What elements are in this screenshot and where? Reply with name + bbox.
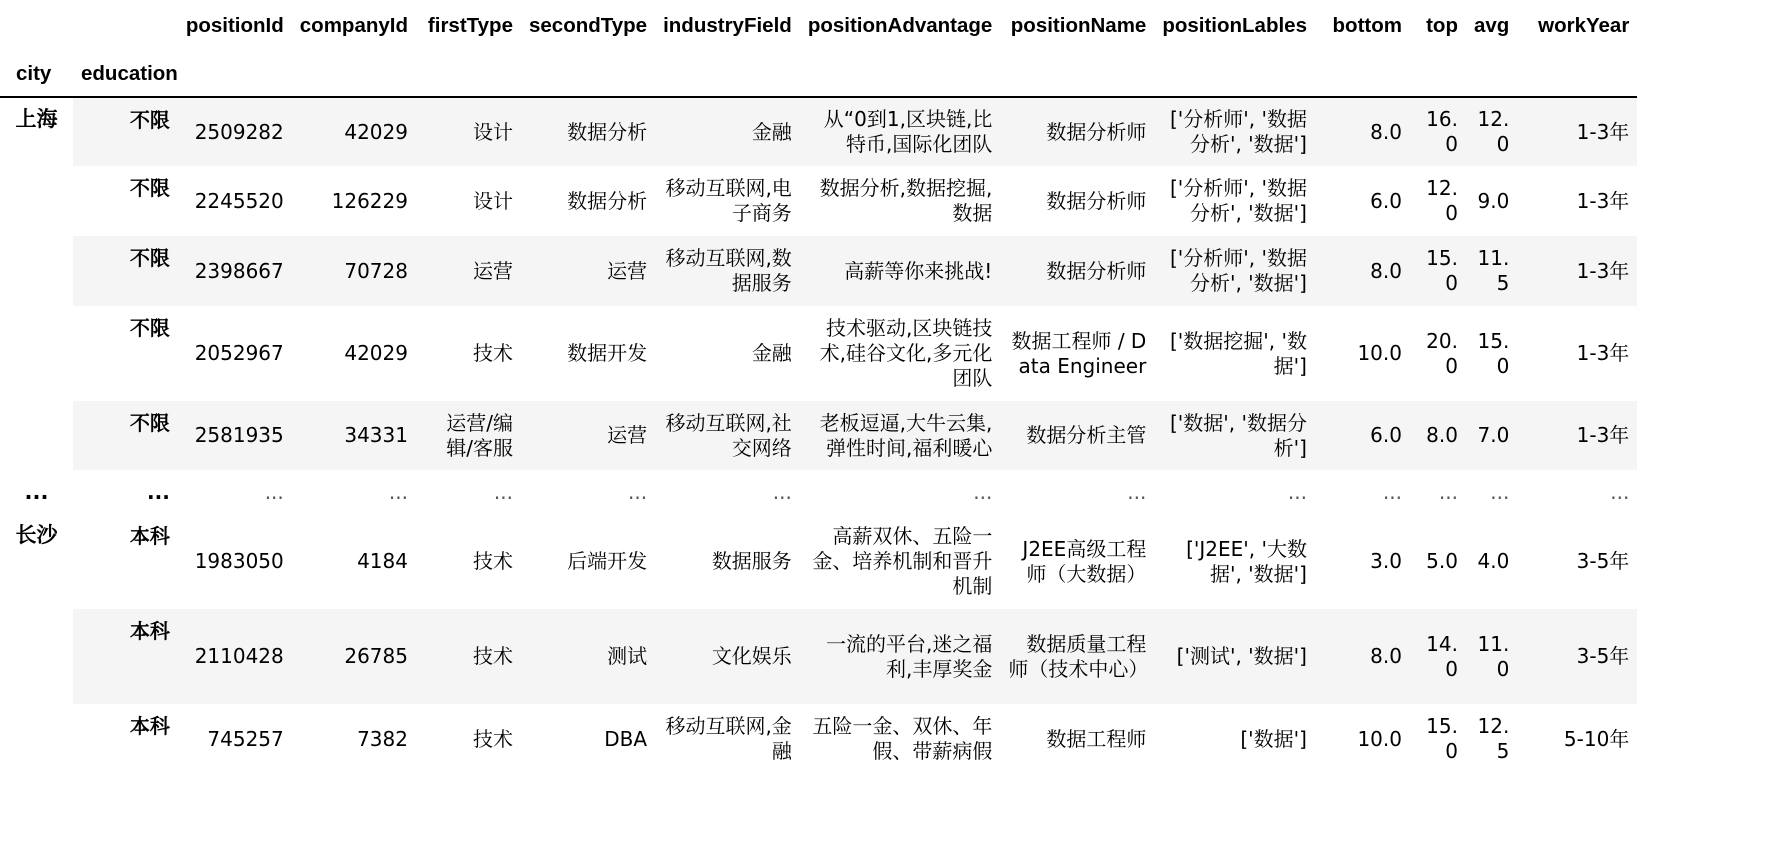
- table-cell: 数据分析师: [1000, 236, 1154, 306]
- table-cell: 10.0: [1315, 306, 1410, 401]
- table-cell: 4.0: [1466, 514, 1517, 609]
- education-index-label: 不限: [73, 401, 178, 470]
- table-cell: 文化娱乐: [655, 609, 800, 704]
- table-cell: 15.0: [1466, 306, 1517, 401]
- table-cell: 12.0: [1410, 166, 1466, 236]
- table-cell: 设计: [416, 97, 521, 166]
- table-cell: 金融: [655, 306, 800, 401]
- table-cell: DBA: [521, 704, 655, 774]
- table-cell: 15.0: [1410, 704, 1466, 774]
- ellipsis-cell: ...: [655, 470, 800, 514]
- table-body: [0, 97, 1637, 774]
- table-cell: 数据质量工程师（技术中心）: [1000, 609, 1154, 704]
- table-cell: 20.0: [1410, 306, 1466, 401]
- table-cell: ['J2EE', '大数据', '数据']: [1154, 514, 1315, 609]
- table-cell: ['分析师', '数据分析', '数据']: [1154, 166, 1315, 236]
- table-cell: 五险一金、双休、年假、带薪病假: [800, 704, 1001, 774]
- column-header: industryField: [663, 13, 792, 37]
- table-cell: 技术: [416, 609, 521, 704]
- table-cell: 移动互联网,电子商务: [655, 166, 800, 236]
- education-index-label: 不限: [73, 236, 178, 306]
- ellipsis-cell: ...: [292, 470, 416, 514]
- table-cell: 126229: [292, 166, 416, 236]
- table-row: [0, 704, 1637, 774]
- index-header-city: city: [0, 50, 73, 97]
- table-cell: ['分析师', '数据分析', '数据']: [1154, 236, 1315, 306]
- column-header: workYear: [1538, 13, 1630, 37]
- ellipsis-city: ...: [0, 470, 73, 514]
- table-cell: 后端开发: [521, 514, 655, 609]
- table-cell: 2398667: [178, 236, 292, 306]
- table-cell: ['分析师', '数据分析', '数据']: [1154, 97, 1315, 166]
- table-cell: 12.0: [1466, 97, 1517, 166]
- table-cell: 3-5年: [1517, 609, 1637, 704]
- table-cell: 数据分析,数据挖掘,数据: [800, 166, 1001, 236]
- table-header: [0, 0, 1637, 97]
- table-cell: 技术: [416, 306, 521, 401]
- header-blank: [73, 0, 178, 50]
- table-cell: 1-3年: [1517, 401, 1637, 470]
- table-cell: 数据分析师: [1000, 166, 1154, 236]
- table-cell: 1983050: [178, 514, 292, 609]
- table-cell: 1-3年: [1517, 306, 1637, 401]
- table-cell: 一流的平台,迷之福利,丰厚奖金: [800, 609, 1001, 704]
- column-header-row: [0, 0, 1637, 50]
- column-header: secondType: [528, 13, 648, 37]
- table-row: [0, 97, 1637, 166]
- table-cell: 16.0: [1410, 97, 1466, 166]
- table-cell: 移动互联网,数据服务: [655, 236, 800, 306]
- table-cell: 5.0: [1410, 514, 1466, 609]
- education-index-label: 本科: [73, 704, 178, 774]
- table-cell: 技术驱动,区块链技术,硅谷文化,多元化团队: [800, 306, 1001, 401]
- table-cell: 8.0: [1315, 97, 1410, 166]
- ellipsis-cell: ...: [1410, 470, 1466, 514]
- table-row: [0, 236, 1637, 306]
- education-index-label: 不限: [73, 306, 178, 401]
- ellipsis-cell: ...: [416, 470, 521, 514]
- table-cell: 数据开发: [521, 306, 655, 401]
- table-cell: 2245520: [178, 166, 292, 236]
- table-cell: J2EE高级工程师（大数据）: [1000, 514, 1154, 609]
- ellipsis-cell: ...: [1154, 470, 1315, 514]
- table-row: [0, 401, 1637, 470]
- education-index-label: 不限: [73, 97, 178, 166]
- table-cell: 数据分析主管: [1000, 401, 1154, 470]
- table-cell: 数据分析: [521, 97, 655, 166]
- table-cell: 42029: [292, 306, 416, 401]
- table-cell: 2052967: [178, 306, 292, 401]
- index-header-education: education: [73, 50, 178, 97]
- column-header: avg: [1473, 13, 1510, 37]
- table-cell: 运营: [416, 236, 521, 306]
- table-row: [0, 166, 1637, 236]
- ellipsis-cell: ...: [1517, 470, 1637, 514]
- table-cell: 运营: [521, 401, 655, 470]
- index-header-row: [0, 50, 1637, 97]
- table-cell: 3.0: [1315, 514, 1410, 609]
- table-cell: 1-3年: [1517, 166, 1637, 236]
- table-cell: ['数据挖掘', '数据']: [1154, 306, 1315, 401]
- table-cell: 6.0: [1315, 166, 1410, 236]
- table-cell: 测试: [521, 609, 655, 704]
- table-cell: 7382: [292, 704, 416, 774]
- table-cell: 金融: [655, 97, 800, 166]
- ellipsis-cell: ...: [521, 470, 655, 514]
- table-cell: 11.0: [1466, 609, 1517, 704]
- table-cell: ['数据', '数据分析']: [1154, 401, 1315, 470]
- table-cell: 1-3年: [1517, 236, 1637, 306]
- table-cell: 15.0: [1410, 236, 1466, 306]
- column-header: firstType: [427, 13, 513, 37]
- table-cell: 移动互联网,社交网络: [655, 401, 800, 470]
- column-header: top: [1426, 13, 1458, 37]
- ellipsis-cell: ...: [800, 470, 1001, 514]
- table-cell: 运营: [521, 236, 655, 306]
- table-cell: 2110428: [178, 609, 292, 704]
- table-cell: 4184: [292, 514, 416, 609]
- table-cell: 移动互联网,金融: [655, 704, 800, 774]
- table-row: [0, 306, 1637, 401]
- table-cell: 14.0: [1410, 609, 1466, 704]
- column-header: positionId: [185, 13, 284, 37]
- table-row: [0, 609, 1637, 704]
- column-header: positionAdvantage: [807, 13, 993, 37]
- table-cell: 运营/编辑/客服: [416, 401, 521, 470]
- table-row: [0, 514, 1637, 609]
- table-cell: 11.5: [1466, 236, 1517, 306]
- table-cell: 42029: [292, 97, 416, 166]
- table-cell: 10.0: [1315, 704, 1410, 774]
- table-cell: 745257: [178, 704, 292, 774]
- table-cell: 高薪双休、五险一金、培养机制和晋升机制: [800, 514, 1001, 609]
- table-cell: 8.0: [1315, 609, 1410, 704]
- table-cell: 2581935: [178, 401, 292, 470]
- table-cell: 设计: [416, 166, 521, 236]
- education-index-label: 不限: [73, 166, 178, 236]
- table-cell: 26785: [292, 609, 416, 704]
- table-cell: 数据分析师: [1000, 97, 1154, 166]
- table-cell: 2509282: [178, 97, 292, 166]
- table-cell: 5-10年: [1517, 704, 1637, 774]
- table-cell: 数据服务: [655, 514, 800, 609]
- table-cell: 7.0: [1466, 401, 1517, 470]
- ellipsis-cell: ...: [178, 470, 292, 514]
- city-index-label: 上海: [0, 97, 73, 470]
- table-cell: 技术: [416, 514, 521, 609]
- column-header: companyId: [299, 13, 408, 37]
- education-index-label: 本科: [73, 514, 178, 609]
- table-cell: 1-3年: [1517, 97, 1637, 166]
- table-cell: 数据分析: [521, 166, 655, 236]
- table-cell: 34331: [292, 401, 416, 470]
- table-cell: 12.5: [1466, 704, 1517, 774]
- ellipsis-cell: ...: [1315, 470, 1410, 514]
- table-cell: 8.0: [1410, 401, 1466, 470]
- table-cell: 6.0: [1315, 401, 1410, 470]
- ellipsis-cell: ...: [1000, 470, 1154, 514]
- table-cell: 从“0到1,区块链,比特币,国际化团队: [800, 97, 1001, 166]
- education-index-label: 本科: [73, 609, 178, 704]
- header-blank: [0, 0, 73, 50]
- city-index-label: 长沙: [0, 514, 73, 774]
- ellipsis-row: [0, 470, 1637, 514]
- table-cell: 数据工程师: [1000, 704, 1154, 774]
- column-header: positionName: [1010, 13, 1147, 37]
- table-cell: 技术: [416, 704, 521, 774]
- table-cell: ['数据']: [1154, 704, 1315, 774]
- table-cell: 8.0: [1315, 236, 1410, 306]
- table-cell: 老板逗逼,大牛云集,弹性时间,福利暖心: [800, 401, 1001, 470]
- column-header: positionLables: [1162, 13, 1307, 37]
- table-cell: 70728: [292, 236, 416, 306]
- column-header: bottom: [1332, 13, 1402, 37]
- table-cell: 9.0: [1466, 166, 1517, 236]
- ellipsis-education: ...: [73, 470, 178, 514]
- table-cell: 高薪等你来挑战!: [800, 236, 1001, 306]
- table-cell: ['测试', '数据']: [1154, 609, 1315, 704]
- ellipsis-cell: ...: [1466, 470, 1517, 514]
- table-cell: 3-5年: [1517, 514, 1637, 609]
- table-cell: 数据工程师 / Data Engineer: [1000, 306, 1154, 401]
